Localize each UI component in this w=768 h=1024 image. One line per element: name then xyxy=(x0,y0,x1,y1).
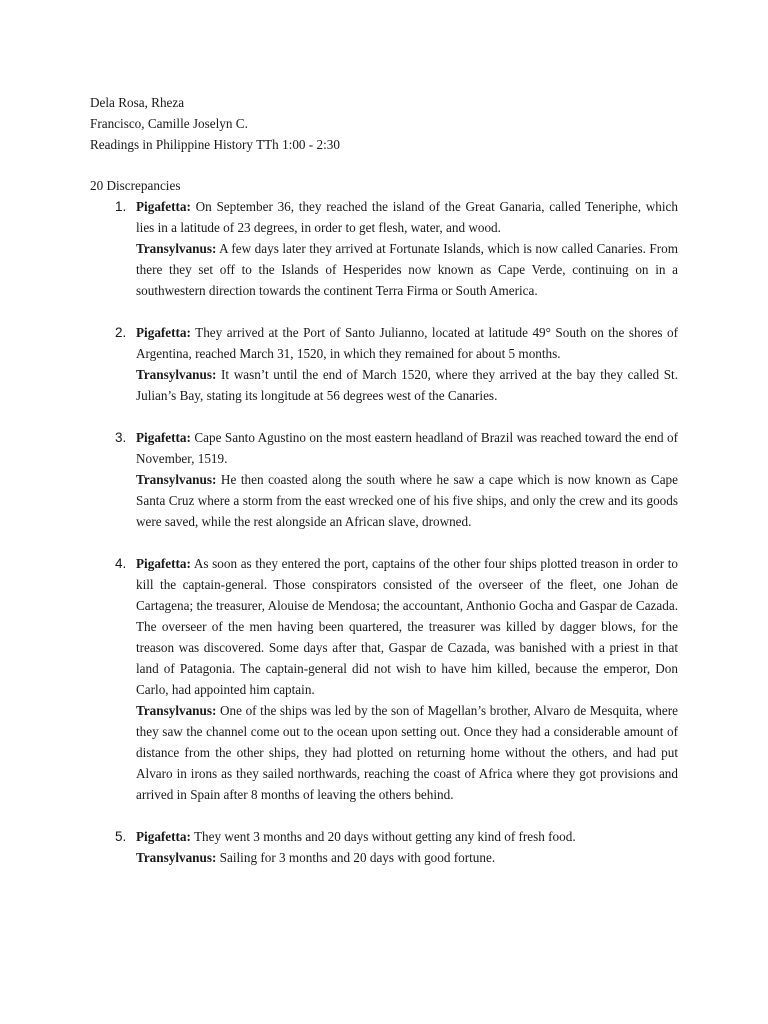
pigafetta-paragraph xyxy=(136,826,678,847)
transylvanus-paragraph xyxy=(136,847,678,868)
section-title: 20 Discrepancies xyxy=(90,178,181,193)
spacer xyxy=(90,155,678,175)
list-item xyxy=(90,322,678,406)
transylvanus-paragraph xyxy=(136,238,678,301)
list-item xyxy=(90,826,678,868)
paragraph-text: Cape Santo Agustino on the most eastern headland of Brazil was reached toward the end of November, 1519. xyxy=(136,430,678,466)
paragraph-text: As soon as they entered the port, captains of the other four ships plotted treason in order to kill the captain-general. Those conspirators consisted of the overseer of the fleet, one Johan de Cartagena; the treasurer, Alouise de Mendosa; the accountant, Anthonio Gocha and Gaspar de Cazada. The overseer of the men having been quartered, the treasurer was killed by dagger blows, for the treason was discovered. Some days after that, Gaspar de Cazada, was banished with a priest in that land of Patagonia. The captain-general did not wish to have him killed, because the emperor, Don Carlo, had appointed him captain. xyxy=(136,556,678,697)
paragraph-text: He then coasted along the south where he saw a cape which is now known as Cape Santa Cruz where a storm from the east wrecked one of his five ships, and only the crew and its goods were saved, while the rest alongside an African slave, drowned. xyxy=(136,472,678,529)
item-number: 5. xyxy=(115,829,127,844)
paragraph-text: They went 3 months and 20 days without getting any kind of fresh food. xyxy=(193,829,576,844)
speaker-label: Pigafetta: xyxy=(136,199,191,214)
speaker-label: Pigafetta: xyxy=(136,556,191,571)
course-line: Readings in Philippine History TTh 1:00 - 2:30 xyxy=(90,137,340,152)
discrepancy-list xyxy=(90,196,678,868)
speaker-label: Pigafetta: xyxy=(136,829,191,844)
paragraph-text: Sailing for 3 months and 20 days with good fortune. xyxy=(219,850,496,865)
speaker-label: Transylvanus: xyxy=(136,703,217,718)
paragraph-text: One of the ships was led by the son of Magellan’s brother, Alvaro de Mesquita, where they saw the channel come out to the ocean upon setting out. Once they had a considerable amount of distance from the other ships, they had plotted on returning home without the others, and had put Alvaro in irons as they sailed northwards, reaching the coast of Africa where they got provisions and arrived in Spain after 8 months of leaving the others behind. xyxy=(136,703,678,802)
list-item xyxy=(90,427,678,532)
paragraph-text: A few days later they arrived at Fortunate Islands, which is now called Canaries. From there they set off to the Islands of Hesperides now known as Cape Verde, continuing on in a southwestern direction towards the continent Terra Firma or South America. xyxy=(136,241,679,298)
paragraph-text: It wasn’t until the end of March 1520, where they arrived at the bay they called St. Julian’s Bay, stating its longitude at 56 degrees west of the Canaries. xyxy=(136,367,678,403)
document-page xyxy=(90,92,678,889)
item-number: 4. xyxy=(115,556,127,571)
speaker-label: Transylvanus: xyxy=(136,472,217,487)
speaker-label: Transylvanus: xyxy=(136,850,217,865)
paragraph-text: They arrived at the Port of Santo Julianno, located at latitude 49° South on the shores of Argentina, reached March 31, 1520, in which they remained for about 5 months. xyxy=(136,325,679,361)
speaker-label: Pigafetta: xyxy=(136,325,191,340)
item-number: 1. xyxy=(115,199,127,214)
list-item xyxy=(90,553,678,805)
paragraph-text: On September 36, they reached the island of the Great Ganaria, called Teneriphe, which lies in a latitude of 23 degrees, in order to get flesh, water, and wood. xyxy=(136,199,678,235)
transylvanus-paragraph xyxy=(136,700,678,805)
transylvanus-paragraph xyxy=(136,364,678,406)
speaker-label: Pigafetta: xyxy=(136,430,191,445)
speaker-label: Transylvanus: xyxy=(136,367,217,382)
list-item xyxy=(90,196,678,301)
pigafetta-paragraph xyxy=(136,196,678,238)
item-number: 3. xyxy=(115,430,127,445)
author-name-1: Dela Rosa, Rheza xyxy=(90,95,185,110)
pigafetta-paragraph xyxy=(136,553,678,700)
transylvanus-paragraph xyxy=(136,469,678,532)
author-name-2: Francisco, Camille Joselyn C. xyxy=(90,116,248,131)
pigafetta-paragraph xyxy=(136,427,678,469)
pigafetta-paragraph xyxy=(136,322,678,364)
speaker-label: Transylvanus: xyxy=(136,241,217,256)
item-number: 2. xyxy=(115,325,127,340)
